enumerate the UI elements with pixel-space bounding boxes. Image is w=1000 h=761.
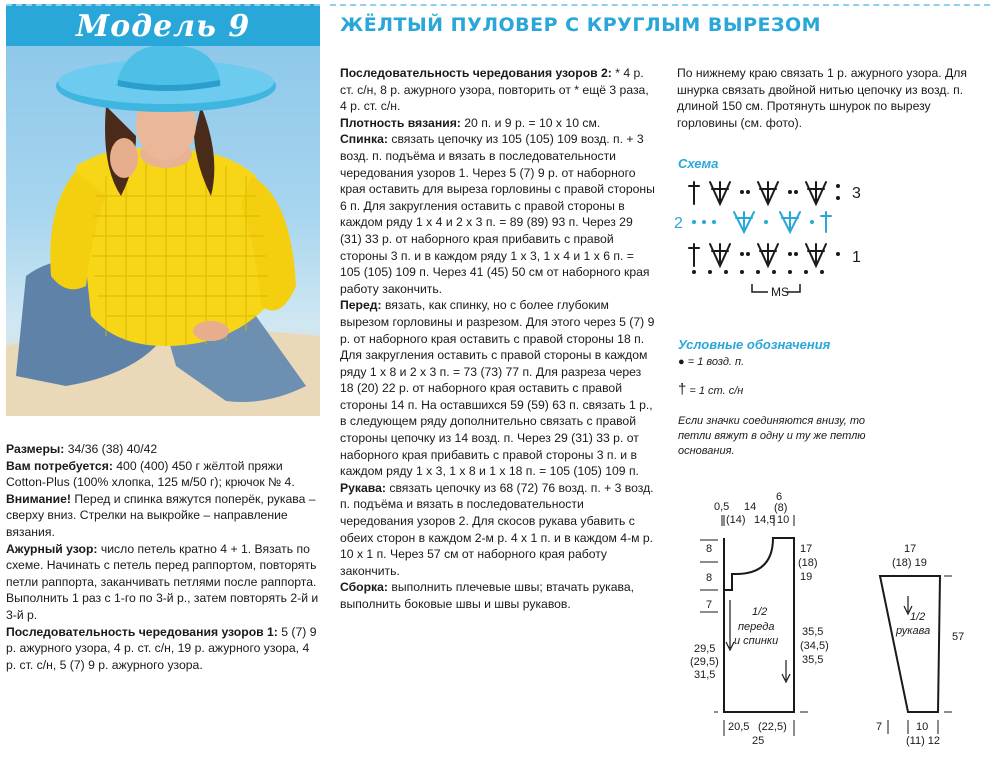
model-photo bbox=[6, 46, 320, 416]
middle-column bbox=[340, 65, 656, 613]
dim-right-17: 17 bbox=[800, 543, 813, 555]
sleeve-dim-1819: (18) 19 bbox=[892, 557, 927, 569]
model-title: Модель 9 bbox=[76, 9, 251, 44]
need-label: Вам потребуется: bbox=[6, 458, 113, 473]
row-3-label: 3 bbox=[852, 185, 861, 202]
page-title: ЖЁЛТЫЙ ПУЛОВЕР С КРУГЛЫМ ВЫРЕЗОМ bbox=[340, 14, 822, 36]
chain-stitch-icon: ● bbox=[678, 356, 685, 368]
density-label: Плотность вязания: bbox=[340, 115, 461, 130]
sleeve-half: 1/2 bbox=[910, 611, 926, 623]
sleeve-dim-7: 7 bbox=[876, 721, 883, 733]
piece-label-2: и спинки bbox=[734, 635, 779, 647]
seq1-value: 5 (7) 9 р. ажурного узора, 4 р. ст. с/н, 19 р. ажурного узора, 4 р. ст. с/н, 5 (7) 9 р. ажурного узора. bbox=[6, 624, 317, 672]
dim-right-355: 35,5 bbox=[802, 626, 824, 638]
model-banner bbox=[6, 4, 320, 46]
dim-left-7: 7 bbox=[706, 599, 713, 611]
sleeves-label: Рукава: bbox=[340, 480, 386, 495]
assembly-paragraph bbox=[340, 579, 656, 612]
density-value: 20 п. и 9 р. = 10 х 10 см. bbox=[464, 115, 601, 130]
dim-top-a: 0,5 bbox=[714, 501, 730, 513]
sleeve-dim-1112: (11) 12 bbox=[906, 735, 941, 747]
seq2-label: Последовательность чередования узоров 2: bbox=[340, 66, 612, 80]
legend-dc-row bbox=[678, 381, 743, 398]
dim-left-295: 29,5 bbox=[694, 643, 716, 655]
front-paragraph bbox=[340, 297, 656, 480]
density-paragraph bbox=[340, 115, 656, 132]
seq1-paragraph bbox=[6, 624, 322, 674]
back-label: Спинка: bbox=[340, 132, 388, 147]
back-paragraph bbox=[340, 131, 656, 297]
dim-right-19: 19 bbox=[800, 571, 813, 583]
dim-left-8a: 8 bbox=[706, 543, 713, 555]
sizes-value: 34/36 (38) 40/42 bbox=[67, 442, 158, 456]
sleeve-dim-10: 10 bbox=[916, 721, 929, 733]
header-divider bbox=[330, 4, 990, 6]
lace-value: число петель кратно 4 + 1. Вязать по схеме. Начинать с петель перед раппортом, повторять петли раппорта, заканчивать петлями после раппорта. Выполнить 1 раз с 1-го по 3-й р., затем повторять 2-й и 3-й р. bbox=[6, 541, 319, 622]
scheme-title: Схема bbox=[678, 156, 719, 171]
sleeves-paragraph bbox=[340, 480, 656, 580]
attention-label: Внимание! bbox=[6, 491, 71, 506]
left-column bbox=[6, 441, 322, 673]
sleeve-label: рукава bbox=[896, 625, 931, 637]
legend-title: Условные обозначения bbox=[678, 337, 831, 352]
dim-bottom-225: (22,5) bbox=[758, 721, 787, 733]
need-value: 400 (400) 450 г жёлтой пряжи Cotton-Plus (100% хлопка, 125 м/50 г); крючок № 4. bbox=[6, 458, 295, 490]
dim-left-8b: 8 bbox=[706, 572, 713, 584]
sizes-paragraph bbox=[6, 441, 322, 458]
assembly-label: Сборка: bbox=[340, 580, 388, 595]
dim-top-c3: (8) bbox=[774, 502, 788, 514]
dim-bottom-205: 20,5 bbox=[728, 721, 750, 733]
attention-paragraph bbox=[6, 491, 322, 541]
front-label: Перед: bbox=[340, 298, 382, 313]
dim-right-345: (34,5) bbox=[800, 640, 829, 652]
legend-chain-row bbox=[678, 356, 744, 368]
dim-top-b: 14 bbox=[744, 501, 757, 513]
seq2-paragraph bbox=[340, 65, 656, 115]
seq2-value: * 4 р. ст. с/н, 8 р. ажурного узора, повторить от * ещё 3 раза, 4 р. ст. с/н. bbox=[340, 66, 649, 114]
legend-note: Если значки соединяются внизу, то петли вяжут в одну и ту же петлю основания. bbox=[678, 415, 866, 457]
piece-label-1: переда bbox=[738, 621, 775, 633]
sleeve-dim-57: 57 bbox=[952, 631, 965, 643]
piece-half: 1/2 bbox=[752, 606, 768, 618]
lace-paragraph bbox=[6, 541, 322, 624]
row-1-label: 1 bbox=[852, 249, 861, 266]
dim-right-355b: 35,5 bbox=[802, 654, 824, 666]
dim-top-c: 6 bbox=[776, 491, 783, 503]
legend-dc-text: = 1 ст. с/н bbox=[689, 385, 744, 397]
row-2-label: 2 bbox=[674, 215, 683, 232]
dim-left-295b: (29,5) bbox=[690, 656, 719, 668]
right-column bbox=[677, 65, 991, 131]
dim-top-b2: (14) bbox=[726, 514, 746, 526]
sizes-label: Размеры: bbox=[6, 442, 65, 456]
sleeve-dim-17: 17 bbox=[904, 543, 917, 555]
seq1-label: Последовательность чередования узоров 1: bbox=[6, 624, 278, 639]
double-crochet-icon: † bbox=[678, 381, 687, 398]
legend-chain-text: = 1 возд. п. bbox=[687, 356, 745, 368]
dim-left-315: 31,5 bbox=[694, 669, 716, 681]
model-photo-illustration bbox=[6, 46, 320, 416]
dim-top-c4: 10 bbox=[777, 514, 790, 526]
assembly-value: выполнить плечевые швы; втачать рукава, выполнить боковые швы и швы рукавов. bbox=[340, 580, 635, 611]
ms-label: MS bbox=[771, 285, 789, 299]
sleeves-value: связать цепочку из 68 (72) 76 возд. п. + 3 возд. п. подъёма и вязать в последовательности чередования узоров 2. Для скосов рукава убавить с обеих сторон в каждом 2-м р. 4 х 1 п. и в каждом 4-м р. 10 х 1 п. Через 57 см от наборного края работу закончить. bbox=[340, 480, 654, 578]
dim-bottom-25: 25 bbox=[752, 735, 765, 747]
back-value: связать цепочку из 105 (105) 109 возд. п. + 3 возд. п. подъёма и вязать в последовательности чередования узоров 1. Через 5 (7) 9 р. от наборного края оставить для выреза горловины с правой стороны 6 п. Для закругления оставить с правой стороны в каждом ряду 1 х 4 и 2 х 3 п. = 89 (89) 93 п. Через 29 (31) 33 р. от наборного края прибавить с правой стороны 3 п. и в каждом ряду 1 х 3, 1 х 4 и 1 х 6 п. = 105 (105) 109 п. Через 41 (45) 50 см от наборного края работу закончить. bbox=[340, 132, 655, 296]
dim-right-18: (18) bbox=[798, 557, 818, 569]
front-value: вязать, как спинку, но с более глубоким вырезом горловины и разрезом. Для этого через 5 (7) 9 р. от наборного края оставить с правой стороны 18 п. Для закругления оставить с правой стороны в каждом ряду 1 х 8 и 2 х 3 п. = 73 (73) 77 п. Для разреза через 18 (20) 22 р. от наборного края оставить с правой стороны 14 п. На оставшихся 59 (59) 63 п. связать 1 р., в следующем ряду дополнительно связать с правой стороны цепочку из 14 возд. п. Через 29 (31) 33 р. от наборного края прибавить с правой стороны 3 п. и в каждом ряду 1 х 3, 1 х 8 и 1 х 18 п. = 105 (105) 109 п. bbox=[340, 298, 655, 479]
need-paragraph bbox=[6, 458, 322, 491]
pattern-schematics bbox=[670, 480, 996, 756]
edge-paragraph: По нижнему краю связать 1 р. ажурного узора. Для шнурка связать двойной нитью цепочку из возд. п. длиной 150 см. Протянуть шнурок по вырезу горловины (см. фото). bbox=[677, 66, 967, 130]
lace-label: Ажурный узор: bbox=[6, 541, 98, 556]
stitch-chart bbox=[670, 172, 870, 307]
attention-value: Перед и спинка вяжутся поперёк, рукава – сверху вниз. Стрелки на выкройке – направление вязания. bbox=[6, 491, 316, 539]
dim-top-c2: 14,5 bbox=[754, 514, 776, 526]
